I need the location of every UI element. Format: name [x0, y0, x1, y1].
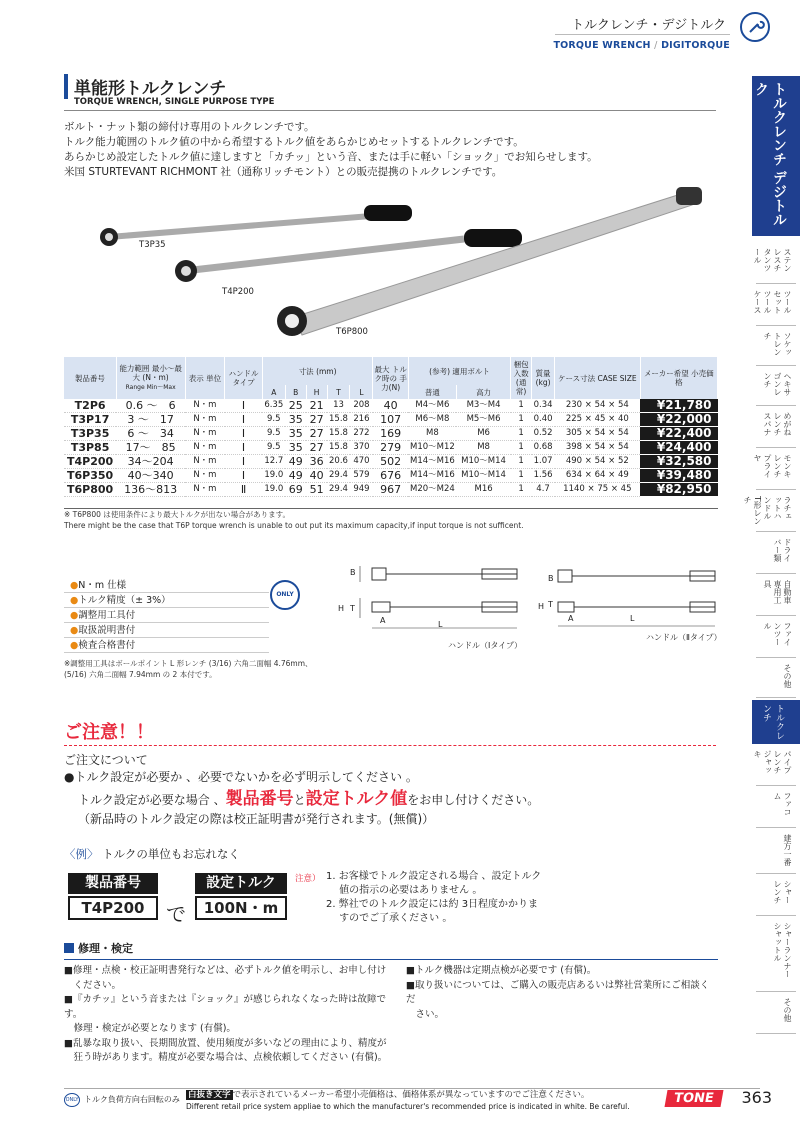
cell-h: 40: [309, 469, 324, 483]
sidebar-item[interactable]: ラチェットハンドル T形レンチ: [756, 492, 796, 532]
cell-case: 1140 × 75 × 45: [563, 484, 632, 495]
cell-a: 19.0: [264, 470, 284, 481]
cell-handle: Ⅰ: [241, 427, 246, 441]
cell-force: 107: [380, 413, 402, 427]
dim-label: H: [538, 602, 545, 611]
example-torque-value: 100N・m: [195, 896, 287, 920]
cell-l: 208: [353, 400, 370, 411]
cell-b2: M8: [477, 442, 490, 453]
th-dim-b: B: [285, 385, 306, 399]
cell-b: 25: [288, 399, 303, 413]
cell-t: 15.8: [329, 414, 348, 425]
cell-case: 398 × 54 × 54: [565, 442, 629, 453]
sidebar-item[interactable]: モンキレンチ プライヤ: [756, 450, 796, 490]
repair-notes-left: ■修理・点検・校正証明書発行などは、必ずトルク値を明示し、お申し付け ください。 ■『カチッ』という音または『ショック』が感じられなくなった時は故障です。 修理・検定が必要となります (有償)。 ■乱暴な取り扱い、長期間放置、使用頻度が多いなどの理由により、精度が 狂う時があります。精度が必要な場合は、点検依頼してください (有償)。: [64, 965, 388, 1063]
cell-model: T3P17: [70, 413, 110, 427]
cell-range: 136～813: [124, 483, 178, 497]
cell-force: 40: [383, 399, 398, 413]
repair-heading: 修理・検定: [64, 940, 718, 960]
dim-label: H: [338, 604, 345, 613]
sidebar-item-active[interactable]: トルクレンチ: [752, 700, 800, 744]
sidebar-item[interactable]: 建方一番: [756, 830, 796, 874]
cell-force: 169: [380, 427, 402, 441]
cell-price: ¥24,400: [640, 441, 717, 455]
dim-label: T: [548, 600, 553, 609]
sidebar-item[interactable]: ソケットレンチ: [756, 328, 796, 366]
cell-l: 216: [353, 414, 370, 425]
drawing-caption: ハンドル（Ⅰタイプ）: [448, 641, 523, 650]
feature-item: ●検査合格書付: [64, 638, 269, 653]
th-qty: 梱包 入数 (通常): [511, 357, 532, 399]
sidebar-item[interactable]: その他: [756, 660, 796, 698]
cell-price: ¥22,400: [640, 427, 717, 441]
cell-qty: 1: [518, 400, 524, 411]
dim-label: L: [438, 620, 443, 629]
dim-label: B: [350, 568, 356, 577]
header-title-en: TORQUE WRENCH / DIGITORQUE: [553, 40, 730, 51]
section-title: 単能形トルクレンチ: [64, 74, 226, 99]
example-line: 〈例〉 トルクの単位もお忘れなく: [64, 847, 240, 861]
cell-model: T4P200: [67, 455, 114, 469]
only-direction-icon: ONLY: [270, 580, 300, 610]
cell-a: 6.35: [264, 400, 284, 411]
sidebar-item[interactable]: ドライバー類: [756, 534, 796, 574]
cell-b2: M5～M6: [466, 414, 501, 425]
cell-qty: 1: [518, 414, 524, 425]
cell-price: ¥39,480: [640, 469, 717, 483]
th-force: 最大 トルク時の 手力(N): [373, 357, 408, 399]
cell-b2: M3～M4: [466, 400, 501, 411]
cell-qty: 1: [518, 456, 524, 467]
notice-label: 注意）: [295, 874, 321, 884]
th-handle: ハンドル タイプ: [225, 357, 263, 399]
th-weight: 質量 (kg): [532, 357, 555, 399]
cell-range: 6 ～ 34: [127, 427, 174, 441]
footer-note: 白抜き文字 で表示されているメーカー希望小売価格は、価格体系が異なっていますのでご注意ください。 Different retail price system appliae to which the manufacturer's recommended price is indicated in white. Be careful.: [186, 1090, 630, 1111]
example-model-value: T4P200: [68, 896, 158, 920]
sidebar-item[interactable]: その他: [756, 994, 796, 1034]
title-rule: [64, 110, 716, 111]
th-dims: 寸法 (mm): [262, 357, 373, 385]
table-note: ※ T6P800 は使用条件により最大トルクが出ない場合があります。 There might be the case that T6P torque wrench is unable to out put its maximum capacity,if input torque is not sufficent.: [64, 510, 524, 530]
caution-title: ご注意！！: [64, 722, 154, 743]
cell-range: 3 ～ 17: [127, 413, 174, 427]
drawing-type1: [332, 562, 527, 637]
cell-handle: Ⅱ: [240, 483, 247, 497]
sidebar-item[interactable]: 自動車専用工具: [756, 576, 796, 616]
cell-force: 502: [380, 455, 402, 469]
cell-qty: 1: [518, 442, 524, 453]
cell-b1: M8: [426, 428, 439, 439]
cell-handle: Ⅰ: [241, 455, 246, 469]
cell-case: 634 × 64 × 49: [565, 470, 629, 481]
cell-model: T6P350: [67, 469, 114, 483]
cell-a: 9.5: [267, 428, 281, 439]
cell-b: 35: [288, 427, 303, 441]
cell-model: T2P6: [74, 399, 106, 413]
cell-a: 9.5: [267, 414, 281, 425]
feature-item: ●取扱説明書付: [64, 623, 269, 638]
cell-b2: M10～M14: [461, 456, 506, 467]
table-row: [64, 469, 718, 483]
cell-kg: 0.52: [533, 428, 553, 439]
drawing-caption: ハンドル（Ⅱタイプ）: [646, 633, 722, 642]
wrench-icon: [740, 12, 770, 42]
th-dim-l: L: [350, 385, 373, 399]
cell-force: 279: [380, 441, 402, 455]
cell-b1: M14～M16: [410, 456, 455, 467]
cell-unit: N・m: [193, 456, 217, 467]
cell-case: 230 × 54 × 54: [565, 400, 629, 411]
footer-rule: [64, 1088, 760, 1089]
feature-item: ●調整用工具付: [64, 608, 269, 623]
notice-text: 1. お客様でトルク設定される場合 、設定トルク 値の指示の必要はありません 。 2. 弊社でのトルク設定には約 3日程度かかりま すのでご了承ください 。: [326, 871, 542, 924]
cell-t: 29.4: [329, 470, 348, 481]
th-bolt: (参考) 適用ボルト: [408, 357, 510, 385]
cell-case: 225 × 45 × 40: [565, 414, 629, 425]
photo-label: T3P35: [139, 240, 166, 250]
cell-l: 272: [353, 428, 370, 439]
cell-unit: N・m: [193, 442, 217, 453]
cell-kg: 4.7: [536, 484, 550, 495]
photo-label: T4P200: [222, 287, 254, 297]
tone-logo: TONE: [665, 1090, 724, 1107]
cell-t: 20.6: [329, 456, 348, 467]
table-row: [64, 427, 718, 441]
cell-h: 51: [309, 483, 324, 497]
cell-unit: N・m: [193, 400, 217, 411]
cell-b1: M6～M8: [415, 414, 450, 425]
intro-text: ボルト・ナット類の締付け専用のトルクレンチです。 トルク能力範囲のトルク値の中から希望するトルク値をあらかじめセットするトルクレンチです。 あらかじめ設定したトルク値に達しますと「カチッ」という音、または手に軽い「ショック」でお知らせします。 米国 STURTEVANT RICHMONT 社（通称リッチモント）との販売提携のトルクレンチです。: [64, 121, 598, 178]
cell-h: 21: [309, 399, 324, 413]
cell-h: 27: [309, 441, 324, 455]
th-case: ケース寸法 CASE SIZE: [555, 357, 641, 399]
cell-unit: N・m: [193, 484, 217, 495]
header-rule: [555, 34, 730, 35]
cell-t: 15.8: [329, 442, 348, 453]
dim-label: A: [568, 614, 574, 623]
cell-l: 579: [353, 470, 370, 481]
example-torque-label: 設定トルク: [195, 873, 287, 894]
cell-force: 676: [380, 469, 402, 483]
cell-range: 0.6 ～ 6: [125, 399, 176, 413]
th-price: メーカー希望 小売価格: [640, 357, 717, 399]
feature-item: ●トルク精度（± 3%）: [64, 593, 269, 608]
cell-t: 29.4: [329, 484, 348, 495]
sidebar-item[interactable]: めがねレンチ スパナ: [756, 408, 796, 448]
table-bottom-rule: [64, 508, 718, 509]
cell-h: 27: [309, 427, 324, 441]
sidebar-main-tab[interactable]: トルクレンチ デジトルク: [752, 76, 800, 236]
cell-b: 49: [288, 469, 303, 483]
cell-model: T3P85: [70, 441, 110, 455]
cell-b1: M4～M6: [415, 400, 450, 411]
cell-kg: 0.68: [533, 442, 553, 453]
table-row: [64, 399, 718, 413]
cell-b: 49: [288, 455, 303, 469]
order-notes: ご注文について ●トルク設定が必要か 、必要でないかを必ず明示してください 。: [64, 753, 418, 784]
product-photo: [64, 175, 714, 355]
cell-price: ¥21,780: [640, 399, 717, 413]
th-model: 製品番号: [64, 357, 116, 399]
cell-qty: 1: [518, 470, 524, 481]
sidebar-item[interactable]: シャーランナー シャットル: [756, 918, 796, 992]
dim-label: A: [380, 616, 386, 625]
cell-handle: Ⅰ: [241, 441, 246, 455]
cell-unit: N・m: [193, 428, 217, 439]
repair-notes-right: ■トルク機器は定期点検が必要です (有償)。 ■取り扱いについては、ご購入の販売店あるいは弊社営業所にご相談くだ さい。: [406, 965, 710, 1020]
cell-b: 35: [288, 413, 303, 427]
cell-b2: M10～M14: [461, 470, 506, 481]
feature-list: [64, 578, 269, 653]
feature-item: ●N・m 仕様: [64, 578, 269, 593]
table-row: [64, 455, 718, 469]
cell-l: 370: [353, 442, 370, 453]
cell-case: 305 × 54 × 54: [565, 428, 629, 439]
rotation-icon: ONLY: [64, 1093, 80, 1107]
cell-force: 967: [380, 483, 402, 497]
th-range: 能力範囲 最小～最大 (N・m) Range Min～Max: [116, 357, 185, 399]
cell-b1: M20～M24: [410, 484, 455, 495]
cell-range: 34～204: [127, 455, 174, 469]
table-row: [64, 483, 718, 497]
cell-h: 27: [309, 413, 324, 427]
th-dim-t: T: [327, 385, 350, 399]
sidebar-item[interactable]: ファコム: [756, 788, 796, 828]
cell-b1: M14～M16: [410, 470, 455, 481]
footer-left-text: トルク負荷方向右回転のみ: [84, 1095, 180, 1104]
sidebar-item[interactable]: シャーレンチ: [756, 876, 796, 916]
section-title-en: TORQUE WRENCH, SINGLE PURPOSE TYPE: [74, 97, 275, 107]
page-number: 363: [741, 1088, 772, 1107]
cell-price: ¥32,580: [640, 455, 717, 469]
cell-a: 19.0: [264, 484, 284, 495]
dim-label: L: [630, 614, 635, 623]
dim-label: B: [548, 574, 554, 583]
table-row: [64, 413, 718, 427]
th-bolt-high: 高力: [456, 385, 510, 399]
table-row: [64, 441, 718, 455]
cell-unit: N・m: [193, 470, 217, 481]
cell-b: 35: [288, 441, 303, 455]
wrench-photo-t6p800: [277, 187, 702, 336]
cell-unit: N・m: [193, 414, 217, 425]
example-model-label: 製品番号: [68, 873, 158, 894]
cell-qty: 1: [518, 484, 524, 495]
sidebar-item[interactable]: ヘキサゴンレンチ: [756, 368, 796, 406]
th-dim-h: H: [306, 385, 327, 399]
tool-note: ※調整用工具はボールポイント L 形レンチ (3/16) 六角二面幅 4.76mm、 (5/16) 六角二面幅 7.94mm の 2 本付です。: [64, 659, 313, 679]
cell-range: 40～340: [127, 469, 174, 483]
drawing-type2: [540, 566, 720, 636]
header-title-jp: トルクレンチ・デジトルク: [571, 18, 726, 33]
cell-a: 9.5: [267, 442, 281, 453]
sidebar-item[interactable]: ツールセット ツールケース: [756, 286, 796, 326]
caution-rule: [64, 745, 716, 746]
cell-b: 69: [288, 483, 303, 497]
cell-a: 12.7: [264, 456, 284, 467]
cell-t: 15.8: [329, 428, 348, 439]
spec-table: [64, 357, 718, 497]
cell-handle: Ⅰ: [241, 413, 246, 427]
th-unit: 表示 単位: [185, 357, 225, 399]
cell-handle: Ⅰ: [241, 399, 246, 413]
cell-qty: 1: [518, 428, 524, 439]
sidebar-item[interactable]: ステンレスチタンツール: [756, 244, 796, 284]
order-instructions: トルク設定が必要な場合 、製品番号と設定トルク値をお申し付けください。 （新品時のトルク設定の際は校正証明書が発行されます。(無償)）: [78, 789, 540, 826]
cell-handle: Ⅰ: [241, 469, 246, 483]
sidebar-item[interactable]: パイプレンチ ジャッキ: [756, 746, 796, 786]
cell-l: 470: [353, 456, 370, 467]
cell-kg: 1.56: [533, 470, 553, 481]
cell-price: ¥82,950: [640, 483, 717, 497]
example-connector: で: [166, 902, 186, 926]
cell-kg: 0.34: [533, 400, 553, 411]
cell-h: 36: [309, 455, 324, 469]
cell-model: T6P800: [67, 483, 114, 497]
cell-t: 13: [333, 400, 344, 411]
cell-b2: M16: [474, 484, 493, 495]
photo-label: T6P800: [336, 327, 368, 337]
cell-b1: M10～M12: [410, 442, 455, 453]
cell-price: ¥22,000: [640, 413, 717, 427]
cell-model: T3P35: [70, 427, 110, 441]
dim-label: T: [350, 604, 355, 613]
sidebar-item[interactable]: ファインツール: [756, 618, 796, 658]
cell-kg: 0.40: [533, 414, 553, 425]
th-dim-a: A: [262, 385, 285, 399]
cell-b2: M6: [477, 428, 490, 439]
th-bolt-normal: 普通: [408, 385, 456, 399]
cell-kg: 1.07: [533, 456, 553, 467]
cell-range: 17～ 85: [125, 441, 176, 455]
cell-case: 490 × 54 × 52: [565, 456, 629, 467]
cell-l: 949: [353, 484, 370, 495]
